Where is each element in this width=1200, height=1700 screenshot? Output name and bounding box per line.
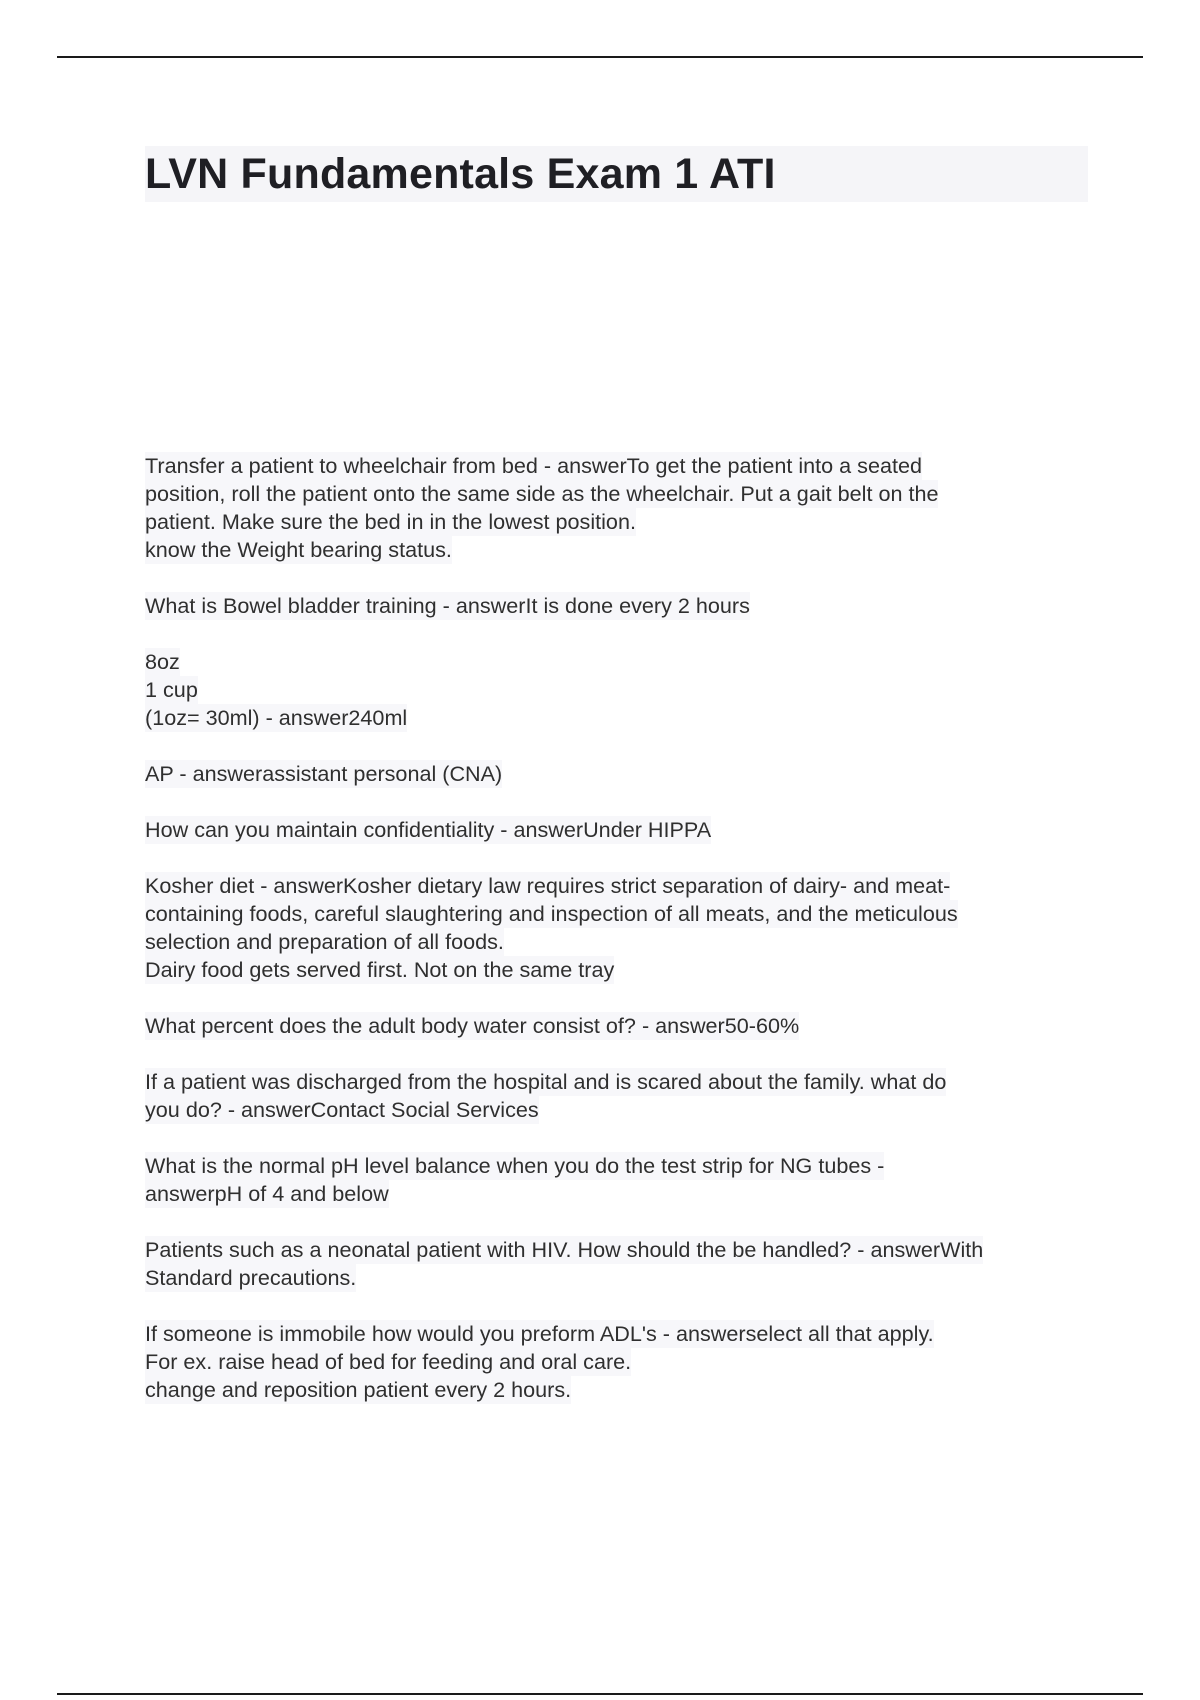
qa-entry: [145, 1012, 1095, 1040]
qa-entry: [145, 592, 1095, 620]
qa-line: Kosher diet - answerKosher dietary law requires strict separation of dairy- and meat-: [145, 873, 951, 898]
qa-line: 1 cup: [145, 677, 198, 702]
qa-line: If someone is immobile how would you preform ADL's - answerselect all that apply.: [145, 1321, 934, 1346]
title-block: [145, 146, 1088, 202]
qa-line: What is the normal pH level balance when you do the test strip for NG tubes -: [145, 1153, 885, 1178]
qa-line: (1oz= 30ml) - answer240ml: [145, 705, 408, 730]
qa-line: What percent does the adult body water consist of? - answer50-60%: [145, 1013, 800, 1038]
qa-line: Transfer a patient to wheelchair from bed - answerTo get the patient into a seated: [145, 453, 923, 478]
qa-line: Standard precautions.: [145, 1265, 357, 1290]
qa-line: you do? - answerContact Social Services: [145, 1097, 539, 1122]
qa-list: [145, 452, 1095, 1432]
qa-line: AP - answerassistant personal (CNA): [145, 761, 503, 786]
qa-entry: [145, 1236, 1095, 1292]
qa-line: selection and preparation of all foods.: [145, 929, 504, 954]
qa-entry: [145, 816, 1095, 844]
qa-entry: [145, 1152, 1095, 1208]
qa-line: Patients such as a neonatal patient with HIV. How should the be handled? - answerWith: [145, 1237, 984, 1262]
qa-line: change and reposition patient every 2 hours.: [145, 1377, 572, 1402]
qa-line: What is Bowel bladder training - answerIt is done every 2 hours: [145, 593, 750, 618]
qa-line: Dairy food gets served first. Not on the same tray: [145, 957, 615, 982]
bottom-divider: [57, 1693, 1143, 1695]
qa-line: 8oz: [145, 649, 180, 674]
qa-entry: [145, 1320, 1095, 1404]
qa-line: answerpH of 4 and below: [145, 1181, 389, 1206]
qa-line: If a patient was discharged from the hospital and is scared about the family. what do: [145, 1069, 947, 1094]
document-title: LVN Fundamentals Exam 1 ATI: [145, 150, 776, 198]
qa-entry: [145, 1068, 1095, 1124]
top-divider: [57, 56, 1143, 58]
qa-entry: [145, 452, 1095, 564]
qa-line: For ex. raise head of bed for feeding and oral care.: [145, 1349, 632, 1374]
qa-line: How can you maintain confidentiality - answerUnder HIPPA: [145, 817, 712, 842]
qa-line: position, roll the patient onto the same side as the wheelchair. Put a gait belt on the: [145, 481, 939, 506]
qa-entry: [145, 872, 1095, 984]
qa-line: containing foods, careful slaughtering and inspection of all meats, and the meticulous: [145, 901, 958, 926]
qa-line: know the Weight bearing status.: [145, 537, 452, 562]
qa-entry: [145, 760, 1095, 788]
qa-entry: [145, 648, 1095, 732]
qa-line: patient. Make sure the bed in in the lowest position.: [145, 509, 636, 534]
